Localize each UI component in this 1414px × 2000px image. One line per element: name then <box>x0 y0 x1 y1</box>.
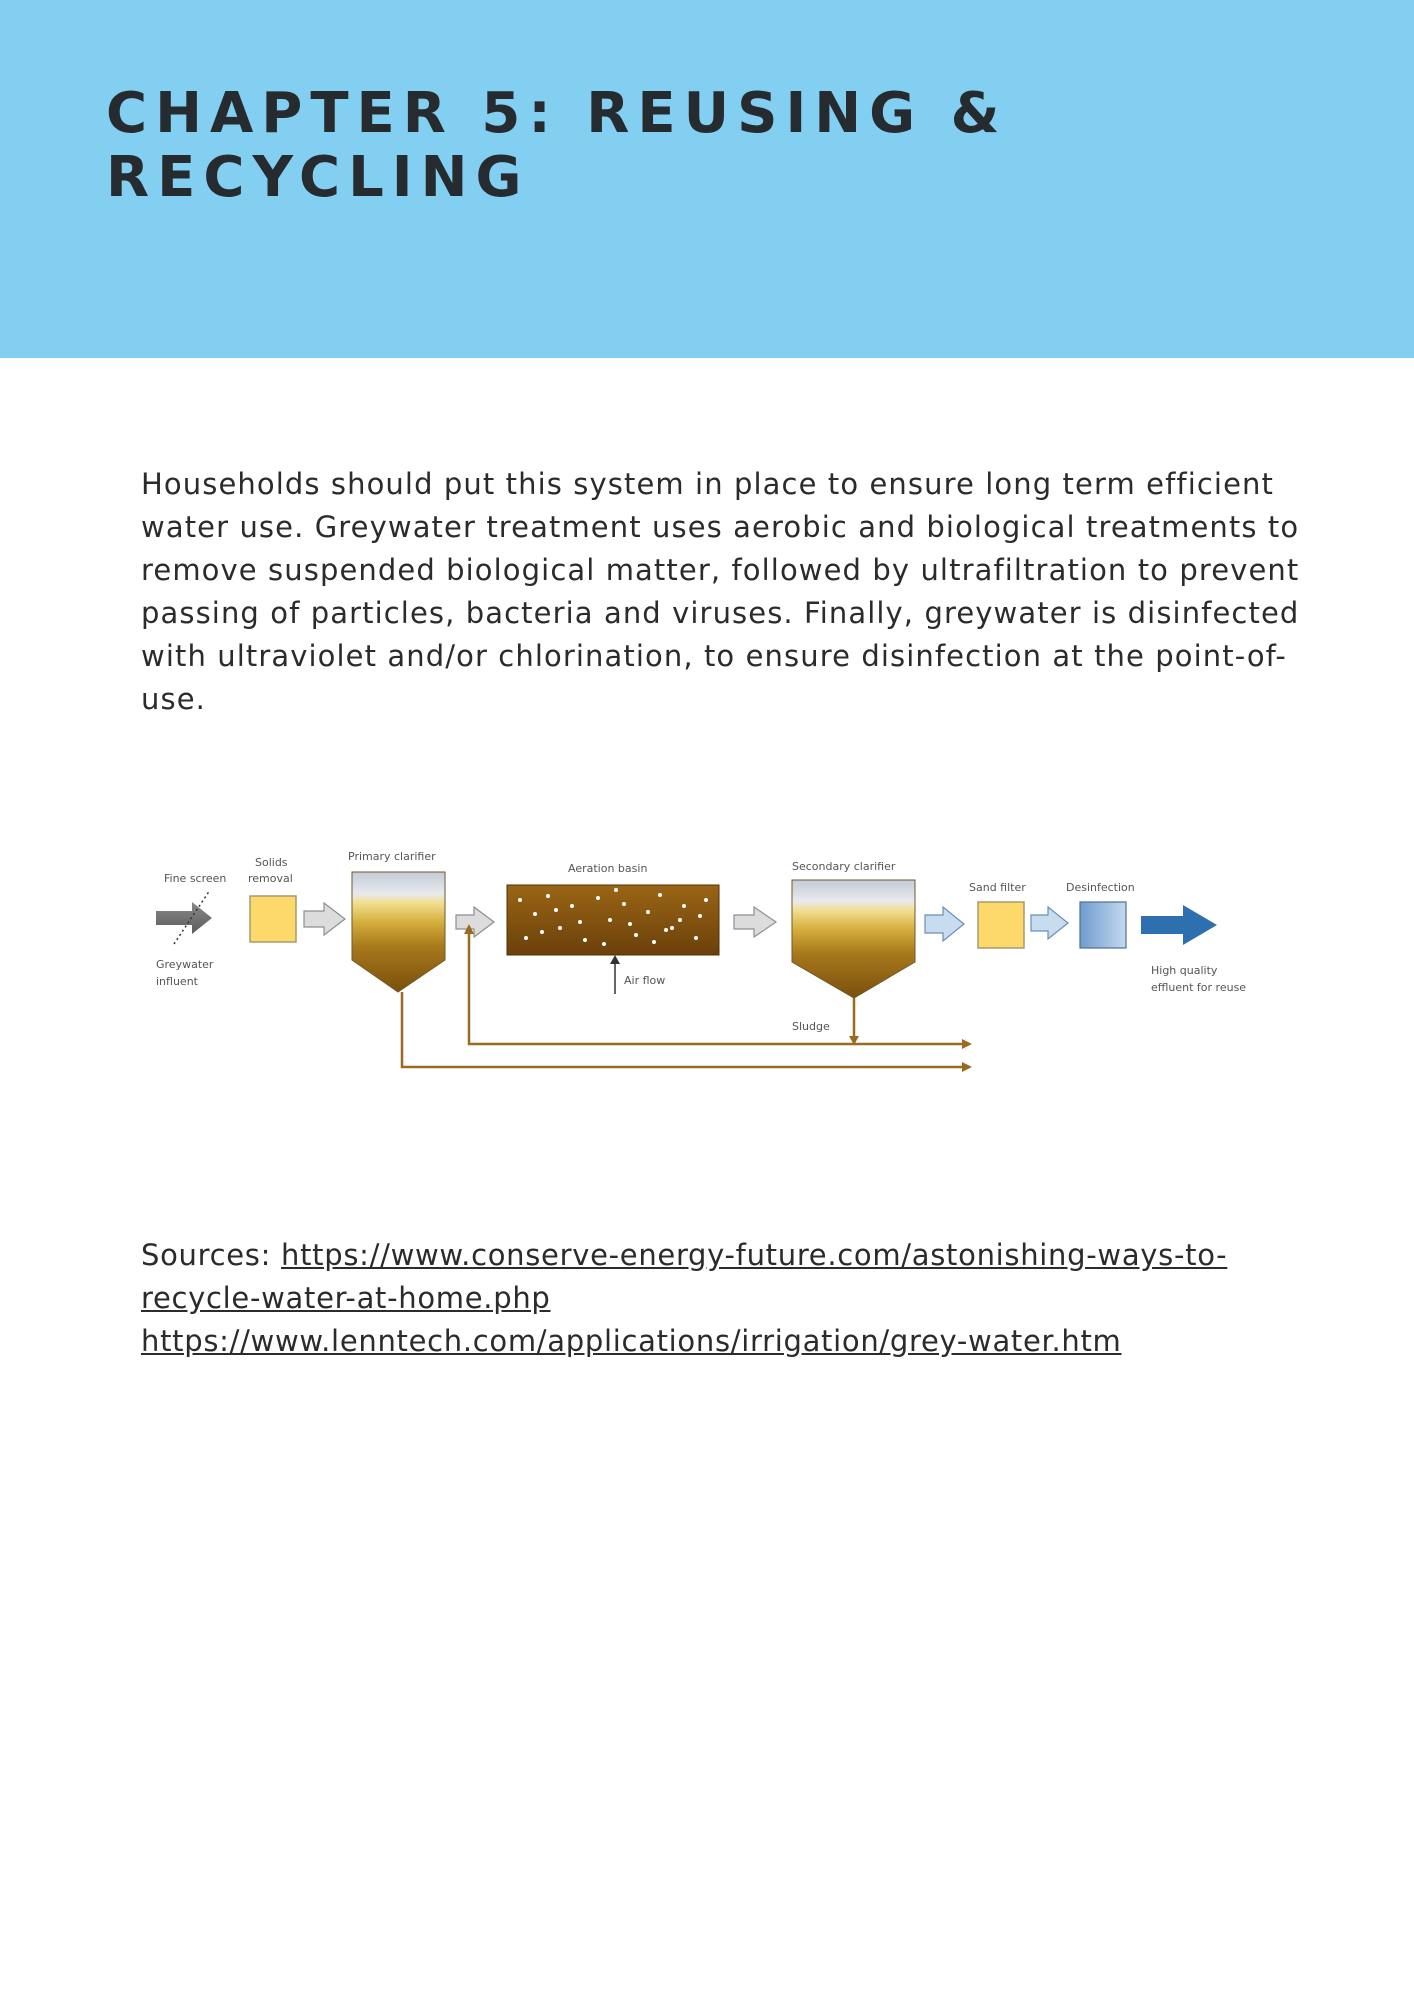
greywater-treatment-diagram <box>140 840 1280 1080</box>
arrow-to-primary-clarifier <box>304 903 345 935</box>
label-solids: Solids <box>255 856 288 869</box>
sources-label: Sources: <box>141 1238 282 1272</box>
label-effluent-for-reuse: effluent for reuse <box>1151 981 1247 994</box>
arrow-to-sand-filter <box>925 907 964 941</box>
sources-line-2 <box>141 1277 1321 1320</box>
label-removal: removal <box>248 872 293 885</box>
secondary-clarifier <box>792 880 915 998</box>
sludge-arrowhead-2 <box>962 1062 972 1072</box>
label-aeration-basin: Aeration basin <box>568 862 648 875</box>
label-fine-screen: Fine screen <box>164 872 227 885</box>
label-air-flow: Air flow <box>624 974 666 987</box>
label-influent: influent <box>156 975 198 988</box>
label-secondary-clarifier: Secondary clarifier <box>792 860 896 873</box>
sources-line-1 <box>141 1234 1321 1277</box>
arrow-to-aeration-basin <box>456 907 494 937</box>
body-paragraph: Households should put this system in place to ensure long term efficient water use. Greywater treatment uses aerobic and biological treatments to remove suspended biological matter, followed by ultrafiltration to prevent passing of particles, bacteria and viruses. Finally, greywater is disinfected with ultraviolet and/or chlorination, to ensure disinfection at the point-of-use. <box>141 467 1300 716</box>
influent-arrow <box>156 902 212 934</box>
primary-sludge-pipe <box>402 992 966 1067</box>
arrow-to-desinfection <box>1031 907 1068 939</box>
fine-screen <box>156 890 212 944</box>
sludge-arrowhead-1 <box>962 1039 972 1049</box>
effluent-arrow <box>1141 905 1217 945</box>
sources-line-3 <box>141 1320 1321 1363</box>
label-high-quality: High quality <box>1151 964 1218 977</box>
solids-removal-box <box>250 896 296 942</box>
primary-clarifier <box>352 872 445 992</box>
label-sludge: Sludge <box>792 1020 830 1033</box>
aeration-basin <box>507 885 719 955</box>
sources-section <box>141 1234 1321 1363</box>
label-primary-clarifier: Primary clarifier <box>348 850 436 863</box>
sand-filter-box <box>978 902 1024 948</box>
arrow-to-secondary-clarifier <box>734 907 776 937</box>
source-link-1[interactable]: https://www.conserve-energy-future.com/astonishing-ways-to- <box>281 1238 1228 1272</box>
label-desinfection: Desinfection <box>1066 881 1135 894</box>
source-link-2[interactable]: https://www.lenntech.com/applications/irrigation/grey-water.htm <box>141 1324 1122 1358</box>
air-flow-arrowhead <box>610 955 620 964</box>
source-link-1-continued[interactable]: recycle-water-at-home.php <box>141 1281 551 1315</box>
label-sand-filter: Sand filter <box>969 881 1026 894</box>
desinfection-box <box>1080 902 1126 948</box>
chapter-title <box>106 82 1256 210</box>
chapter-title-line-2: RECYCLING <box>106 145 530 210</box>
chapter-title-line-1: CHAPTER 5: REUSING & <box>106 81 1008 146</box>
header-band <box>0 0 1414 358</box>
label-greywater: Greywater <box>156 958 214 971</box>
